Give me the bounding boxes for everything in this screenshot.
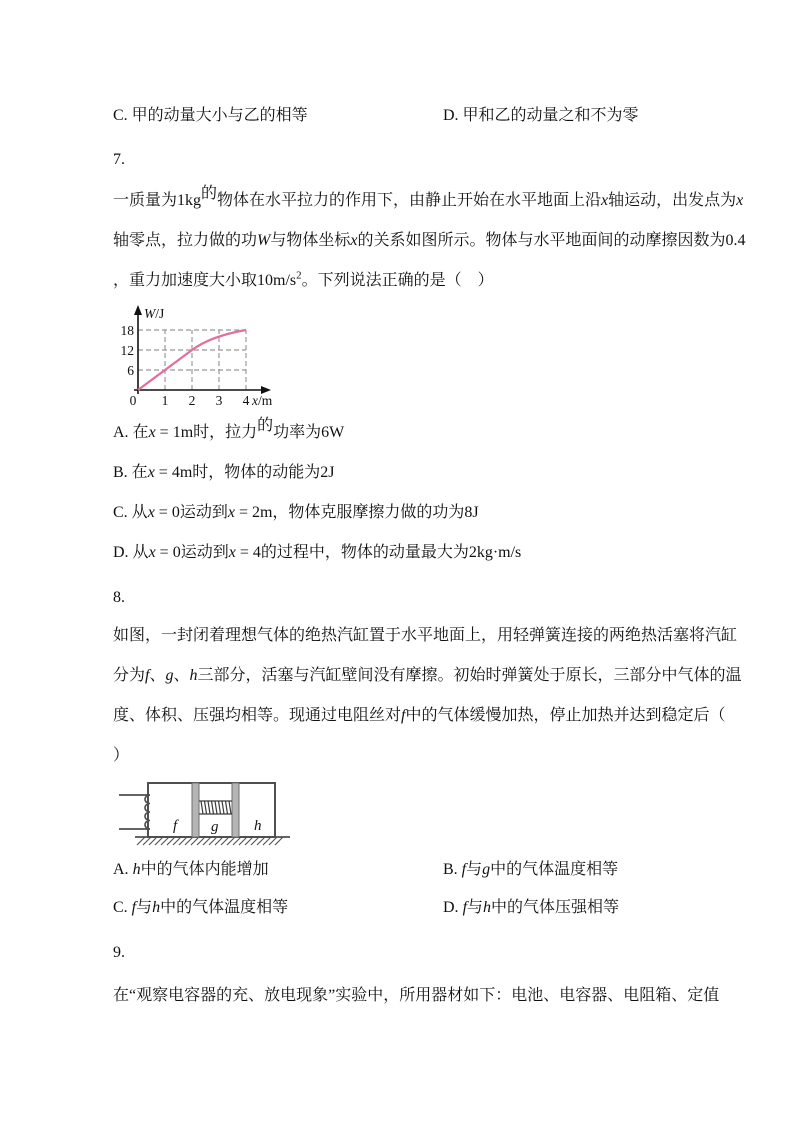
question-7-intro [113, 184, 746, 311]
y-axis-label: W/J [144, 306, 165, 321]
question-7-number: 7. [113, 151, 125, 168]
gridlines [138, 330, 246, 390]
q8-option-a: A. h中的气体内能增加 [113, 861, 269, 878]
section-label-h: h [254, 818, 262, 834]
x-axis-label: x/m [252, 393, 273, 408]
q8-options-row-2 [0, 898, 794, 922]
q8-options-row-1 [0, 860, 794, 884]
q7-option-a: A. 在x = 1m时，拉力的功率为6W [113, 416, 345, 441]
question-8-intro-line: 如图，一封闭着理想气体的绝热汽缸置于水平地面上，用轻弹簧连接的两绝热活塞将汽缸 [113, 627, 738, 644]
y-axis-arrow-icon [134, 305, 142, 315]
q6-options-row [0, 106, 794, 130]
q8-option-d: D. f与h中的气体压强相等 [443, 899, 620, 916]
section-label-g: g [211, 819, 219, 835]
question-9-intro [113, 986, 719, 1026]
work-position-graph [112, 302, 287, 414]
spring-icon [199, 801, 232, 814]
ground-hatching [137, 837, 283, 845]
question-7-options [113, 416, 522, 583]
y-tick-6: 6 [127, 363, 134, 378]
section-label-f: f [173, 818, 178, 834]
question-8-intro-line: 分为f、g、h三部分，活塞与汽缸壁间没有摩擦。初始时弹簧处于原长，三部分中气体的温 [113, 667, 742, 684]
piston-right [232, 783, 239, 837]
axes [134, 312, 264, 394]
cylinder-diagram [105, 770, 340, 862]
q8-option-b: B. f与g中的气体温度相等 [443, 861, 619, 878]
x-tick-2: 2 [188, 393, 196, 408]
q8-option-c: C. f与h中的气体温度相等 [113, 899, 289, 916]
x-tick-0: 0 [129, 393, 137, 408]
y-tick-12: 12 [120, 343, 134, 358]
question-8-number: 8. [113, 589, 125, 606]
question-7-intro-line: 轴零点，拉力做的功W与物体坐标x的关系如图所示。物体与水平地面间的动摩擦因数为0.4 [113, 232, 746, 249]
q7-option-c: C. 从x = 0运动到x = 2m，物体克服摩擦力做的功为8J [113, 504, 479, 521]
question-7-intro-line: 一质量为1kg的物体在水平拉力的作用下，由静止开始在水平地面上沿x轴运动，出发点为x [113, 184, 744, 209]
question-7-intro-line: ，重力加速度大小取$10m/s^2$。下列说法正确的是（ ） [113, 269, 494, 289]
x-tick-1: 1 [161, 393, 169, 408]
question-9-intro-line: 在“观察电容器的充、放电现象”实验中，所用器材如下：电池、电容器、电阻箱、定值 [113, 987, 720, 1004]
y-tick-18: 18 [120, 323, 134, 338]
question-9-number: 9. [113, 944, 125, 961]
q6-option-c: C. 甲的动量大小与乙的相等 [113, 107, 308, 124]
x-tick-3: 3 [215, 393, 223, 408]
question-8-intro-line: 度、体积、压强均相等。现通过电阻丝对f中的气体缓慢加热，停止加热并达到稳定后（ [113, 707, 726, 724]
x-tick-4: 4 [242, 393, 250, 408]
q6-option-d: D. 甲和乙的动量之和不为零 [443, 107, 639, 124]
piston-left [192, 783, 199, 837]
question-8-intro-line: ） [113, 747, 130, 764]
question-8-intro [113, 626, 742, 786]
q7-option-d: D. 从x = 0运动到x = 4的过程中，物体的动量最大为2kg·m/s [113, 544, 522, 561]
q7-option-b: B. 在x = 4m时，物体的动能为2J [113, 464, 335, 481]
